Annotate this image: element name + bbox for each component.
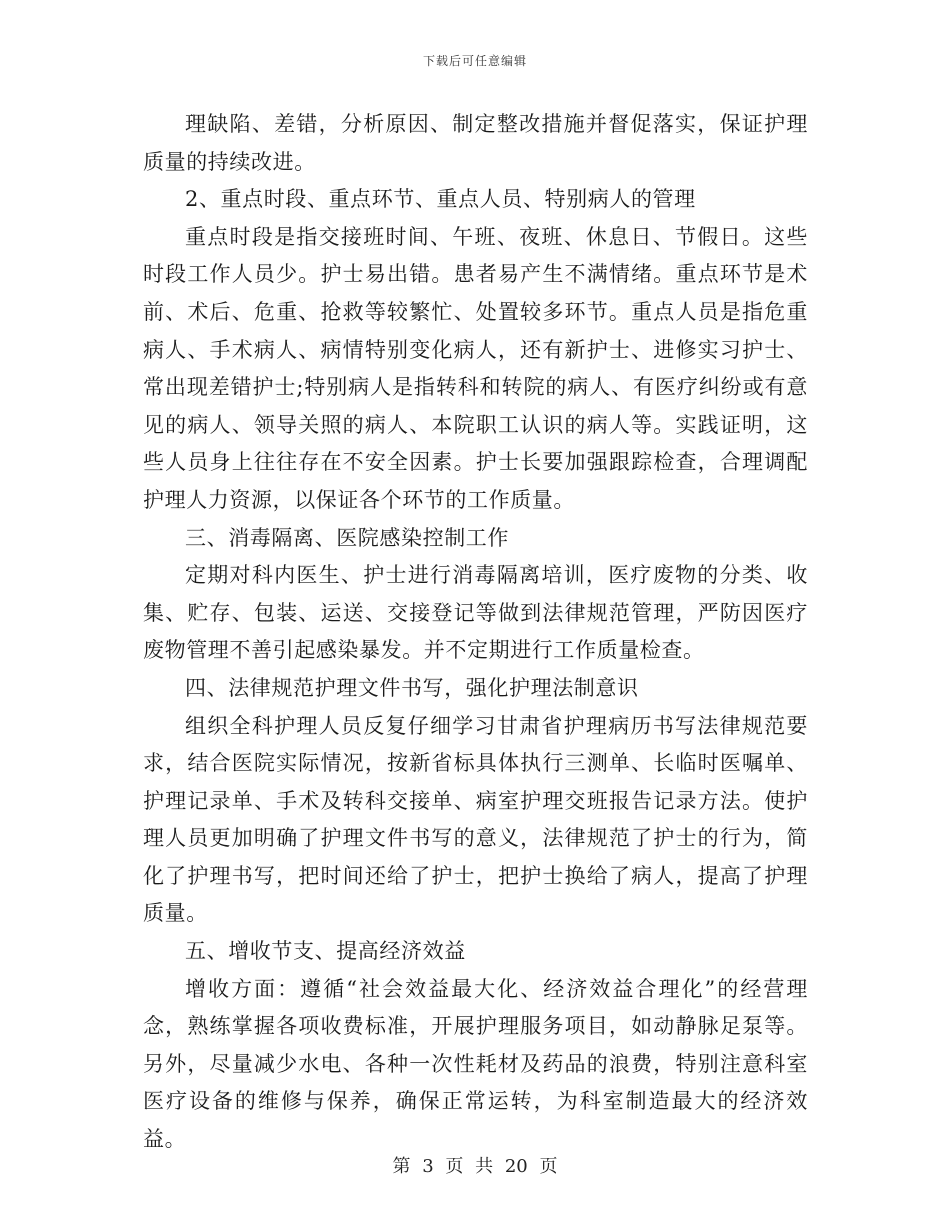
section-heading-key-periods: 2、重点时段、重点环节、重点人员、特别病人的管理 [185,187,696,212]
page-header: 下载后可任意编辑 [422,54,527,68]
paragraph-disinfection: 定期对科内医生、护士进行消毒隔离培训，医疗废物的分类、收集、贮存、包装、运送、交接登记等做到法律规范管理，严防因医疗废物管理不善引起感染暴发。并不定期进行工作质量检查。 [143,563,808,663]
section-heading-documentation: 四、法律规范护理文件书写，强化护理法制意识 [185,675,639,700]
paragraph-continuation: 理缺陷、差错，分析原因、制定整改措施并督促落实，保证护理质量的持续改进。 [143,112,808,174]
paragraph-documentation: 组织全科护理人员反复仔细学习甘肃省护理病历书写法律规范要求，结合医院实际情况，按新省标具体执行三测单、长临时医嘱单、护理记录单、手术及转科交接单、病室护理交班报告记录方法。使护理人员更加明确了护理文件书写的意义，法律规范了护士的行为，简化了护理书写，把时间还给了护士，把护士换给了病人，提高了护理质量。 [143,713,808,926]
paragraph-key-periods: 重点时段是指交接班时间、午班、夜班、休息日、节假日。这些时段工作人员少。护士易出错。患者易产生不满情绪。重点环节是术前、术后、危重、抢救等较繁忙、处置较多环节。重点人员是指危重病人、手术病人、病情特别变化病人，还有新护士、进修实习护士、常出现差错护士;特别病人是指转科和转院的病人、有医疗纠纷或有意见的病人、领导关照的病人、本院职工认识的病人等。实践证明，这些人员身上往往存在不安全因素。护士长要加强跟踪检查，合理调配护理人力资源，以保证各个环节的工作质量。 [143,224,808,512]
section-heading-economics: 五、增收节支、提高经济效益 [185,939,466,964]
document-body [143,106,808,1159]
paragraph-economics: 增收方面：遵循“社会效益最大化、经济效益合理化”的经营理念，熟练掌握各项收费标准，开展护理服务项目，如动静脉足泵等。另外，尽量减少水电、各种一次性耗材及药品的浪费，特别注意科室医疗设备的维修与保养，确保正常运转，为科室制造最大的经济效益。 [143,976,808,1152]
page-footer: 第 3 页 共 20 页 [392,1156,558,1177]
section-heading-disinfection: 三、消毒隔离、医院感染控制工作 [185,525,509,550]
